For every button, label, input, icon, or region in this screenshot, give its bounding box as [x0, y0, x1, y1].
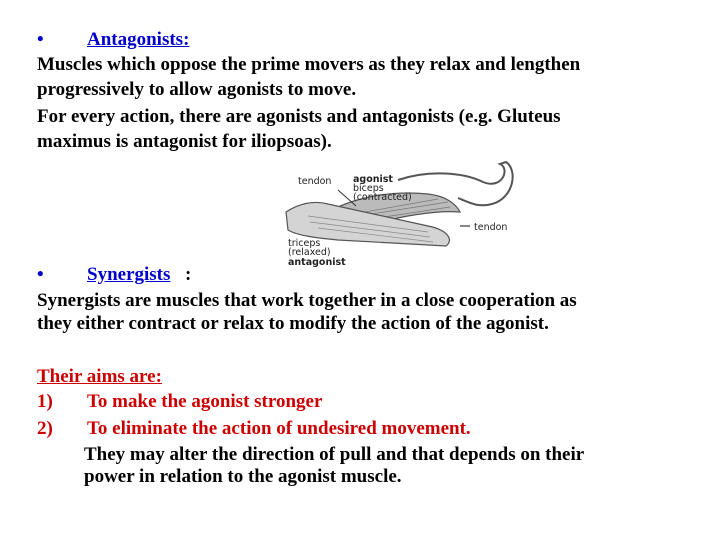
aims-item-1: To make the agonist stronger	[87, 391, 323, 412]
antagonists-heading: Antagonists:	[87, 29, 190, 50]
label-biceps: biceps	[353, 183, 384, 194]
aims-continuation-2: power in relation to the agonist muscle.	[84, 466, 402, 487]
aims-number-1: 1)	[37, 391, 53, 412]
antagonists-line-2: progressively to allow agonists to move.	[37, 79, 357, 100]
label-tendon-right: tendon	[474, 222, 508, 233]
synergists-line-1: Synergists are muscles that work together in a close cooperation as	[37, 290, 577, 311]
arm-muscle-figure	[278, 160, 518, 270]
label-antagonist: antagonist	[288, 257, 346, 268]
synergists-heading: Synergists	[87, 264, 171, 285]
synergists-colon: :	[185, 264, 192, 285]
label-tendon-top: tendon	[298, 176, 332, 187]
label-triceps: triceps	[288, 238, 321, 249]
label-relaxed: (relaxed)	[288, 247, 331, 258]
bullet-antagonists: •	[37, 29, 44, 50]
aims-item-2: To eliminate the action of undesired movement.	[87, 418, 471, 439]
label-agonist: agonist	[353, 174, 393, 185]
aims-heading: Their aims are:	[37, 366, 162, 387]
aims-number-2: 2)	[37, 418, 53, 439]
antagonists-line-4: maximus is antagonist for iliopsoas).	[37, 131, 332, 152]
antagonists-line-3: For every action, there are agonists and antagonists (e.g. Gluteus	[37, 106, 561, 127]
synergists-line-2: they either contract or relax to modify the action of the agonist.	[37, 313, 549, 334]
antagonists-line-1: Muscles which oppose the prime movers as they relax and lengthen	[37, 54, 581, 75]
aims-continuation-1: They may alter the direction of pull and that depends on their	[84, 444, 585, 465]
bullet-synergists: •	[37, 264, 44, 285]
label-contracted: (contracted)	[353, 192, 412, 203]
